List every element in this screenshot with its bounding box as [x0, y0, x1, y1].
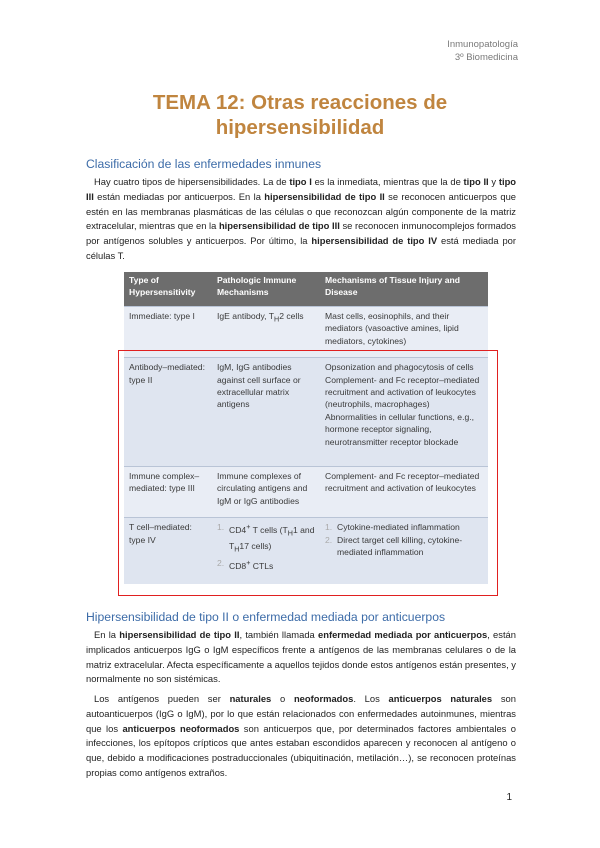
cell-injury: Complement- and Fc receptor–mediated recruitment and activation of leukocytes — [320, 467, 488, 518]
superscript: + — [246, 558, 251, 567]
text: . Los — [353, 693, 389, 704]
cell-type: Immediate: type I — [124, 306, 212, 357]
text: son anticuerpos que, por determinados factores ambientales o infecciones, los epítopos crípticos que antes estaban escondidos aparecen y reconocen al antígeno o que, debido a modificaciones postraduccionales (ubiquitinación, metilación…), se reconocen proteínas propias como antígenos extraños. — [86, 722, 516, 778]
text: están mediadas por anticuerpos. En la — [93, 190, 265, 202]
text: , están implicados anticuerpos IgG o IgM específicos frente a antígenos de las membranas celulares o de la matriz extracelular. Afecta específicamente a aquellos tejidos donde estos antígenos están presentes, y normalmente no son sistémicas. — [86, 629, 516, 685]
cell-mechanism: IgM, IgG antibodies against cell surface or extracellular matrix antigens — [212, 358, 320, 467]
injury-line: Abnormalities in cellular functions, e.g., hormone receptor signaling, neurotransmitter receptor blockade — [325, 411, 475, 447]
text: En la — [94, 629, 120, 640]
text: está mediada por células T. — [86, 235, 516, 261]
bold-text: naturales — [229, 693, 272, 704]
bold-text: anticuerpos neoformados — [122, 722, 240, 734]
paragraph-classification — [86, 175, 516, 264]
header-degree: 3º Biomedicina — [454, 52, 518, 63]
list-number: 2. — [217, 557, 225, 568]
list-number: 2. — [325, 534, 333, 545]
cell-type: Antibody–mediated: type II — [124, 358, 212, 467]
bold-text: tipo II — [463, 176, 489, 187]
injury-line: Opsonization and phagocytosis of cells — [325, 362, 474, 373]
bold-text: enfermedad mediada por anticuerpos — [318, 629, 488, 640]
list-number: 1. — [325, 522, 333, 533]
text: son autoanticuerpos (IgG o IgM), por lo que están relacionados con enfermedades autoinmunes, mientras que los — [86, 693, 516, 734]
text: Los antígenos pueden ser — [94, 693, 230, 704]
text: Cytokine-mediated inflammation — [337, 522, 460, 533]
bold-text: neoformados — [293, 693, 354, 704]
text: CD4 — [229, 525, 247, 536]
header-mechanisms: Pathologic Immune Mechanisms — [212, 272, 320, 306]
superscript: + — [246, 523, 251, 532]
bold-text: anticuerpos naturales — [388, 693, 493, 704]
highlight-box — [118, 350, 498, 596]
subscript: H — [274, 315, 280, 324]
header-course: Inmunopatología — [447, 39, 518, 50]
text: CD8 — [229, 560, 247, 571]
title-line-1: TEMA 12: Otras reacciones de — [152, 91, 448, 114]
section-heading-type-ii: Hipersensibilidad de tipo II o enfermedad mediada por anticuerpos — [86, 610, 446, 624]
bold-text: tipo I — [289, 176, 312, 187]
text: T cells (T — [250, 525, 288, 536]
title-line-2: hipersensibilidad — [215, 116, 385, 139]
text: 17 cells) — [239, 541, 272, 552]
bold-text: hipersensibilidad de tipo II — [119, 629, 240, 640]
cell-injury: Mast cells, eosinophils, and their mediators (vasoactive amines, lipid mediators, cytokines) — [320, 306, 488, 357]
text: 2 cells — [279, 310, 304, 321]
subscript: H — [234, 546, 240, 555]
text: CTLs — [250, 560, 274, 571]
text: , también llamada — [239, 629, 319, 640]
cell-type: T cell–mediated: type IV — [124, 518, 212, 584]
page-number: 1 — [506, 792, 512, 803]
cell-type: Immune complex–mediated: type III — [124, 467, 212, 518]
text: Direct target cell killing, cytokine-mediated inflammation — [337, 534, 463, 558]
section-heading-classification: Clasificación de las enfermedades inmunes — [86, 157, 322, 171]
text: o — [271, 693, 294, 704]
bold-text: hipersensibilidad de tipo IV — [311, 235, 438, 247]
paragraph-type-ii-intro — [86, 628, 516, 687]
table-header-row — [124, 272, 488, 306]
text: se reconocen anticuerpos que estén en las membranas plasmáticas de las células o que reconozcan algún componente de la matriz extracelular, mientras que en la — [86, 190, 516, 232]
text: es la inmediata, mientras que la de — [311, 176, 464, 187]
bold-text: hipersensibilidad de tipo II — [264, 190, 385, 202]
bold-text: tipo III — [86, 176, 517, 202]
text: se reconocen inmunocomplejos formados por antígenos solubles y anticuerpos. Por último, la — [86, 220, 516, 247]
text: 1 and T — [229, 525, 315, 552]
header-type: Type of Hypersensitivity — [124, 272, 212, 306]
subscript: H — [287, 529, 293, 538]
text: y — [488, 176, 499, 187]
text: Hay cuatro tipos de hipersensibilidades. La de — [94, 176, 290, 187]
text: IgE antibody, T — [217, 310, 275, 321]
document-header — [447, 38, 518, 64]
header-injury: Mechanisms of Tissue Injury and Disease — [320, 272, 488, 306]
paragraph-antigens — [86, 692, 516, 781]
page-title — [0, 90, 600, 140]
list-number: 1. — [217, 522, 225, 533]
bold-text: hipersensibilidad de tipo III — [218, 220, 340, 232]
cell-mechanism: Immune complexes of circulating antigens and IgM or IgG antibodies — [212, 467, 320, 518]
injury-line: Complement- and Fc receptor–mediated recruitment and activation of leukocytes (neutrophils, macrophages) — [325, 374, 480, 410]
